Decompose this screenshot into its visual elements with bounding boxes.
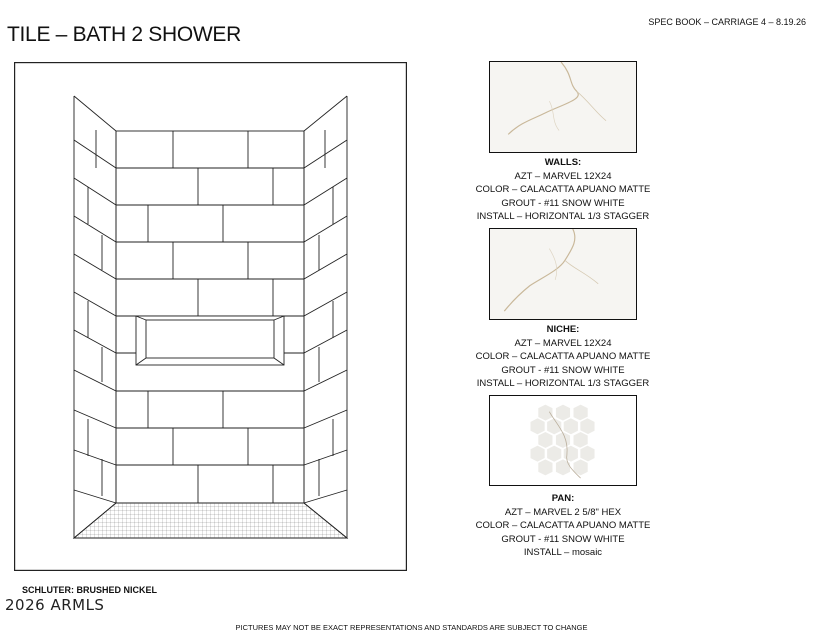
page-title: TILE – BATH 2 SHOWER	[7, 23, 241, 46]
walls-line: INSTALL – HORIZONTAL 1/3 STAGGER	[476, 211, 650, 223]
niche-spec	[440, 323, 686, 391]
pan-line: COLOR – CALACATTA APUANO MATTE	[475, 520, 651, 532]
watermark: 2026 ARMLS	[5, 596, 105, 614]
walls-heading: WALLS:	[544, 157, 582, 168]
walls-tile-swatch	[489, 61, 637, 153]
pan-line: AZT – MARVEL 2 5/8" HEX	[504, 506, 622, 518]
pan-line: GROUT - #11 SNOW WHITE	[501, 533, 625, 545]
schluter-note: SCHLUTER: BRUSHED NICKEL	[22, 585, 157, 595]
niche-line: AZT – MARVEL 12X24	[514, 337, 612, 349]
niche-line: GROUT - #11 SNOW WHITE	[501, 364, 625, 376]
pan-heading: PAN:	[551, 493, 575, 504]
shower-elevation-drawing	[14, 62, 407, 571]
walls-line: COLOR – CALACATTA APUANO MATTE	[475, 184, 651, 196]
niche-heading: NICHE:	[546, 324, 580, 335]
niche-tile-swatch	[489, 228, 637, 320]
niche-line: INSTALL – HORIZONTAL 1/3 STAGGER	[476, 378, 650, 390]
niche-line: COLOR – CALACATTA APUANO MATTE	[475, 351, 651, 363]
spec-book-label: SPEC BOOK – CARRIAGE 4 – 8.19.26	[648, 17, 806, 27]
pan-tile-swatch	[489, 395, 637, 486]
walls-line: GROUT - #11 SNOW WHITE	[501, 197, 625, 209]
pan-line: INSTALL – mosaic	[523, 547, 603, 559]
walls-line: AZT – MARVEL 12X24	[514, 170, 612, 182]
walls-spec	[440, 156, 686, 224]
pan-spec	[440, 492, 686, 560]
disclaimer: PICTURES MAY NOT BE EXACT REPRESENTATIONS AND STANDARDS ARE SUBJECT TO CHANGE	[235, 623, 588, 632]
